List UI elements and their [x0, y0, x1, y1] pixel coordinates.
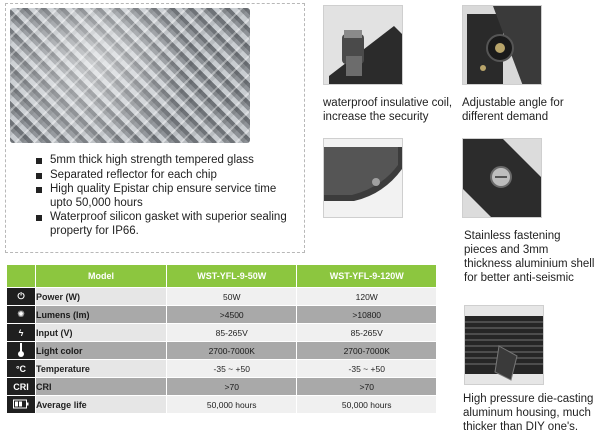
table-row — [7, 324, 437, 341]
row-value-50w: 85-265V — [167, 324, 297, 341]
row-value-50w: 50W — [167, 288, 297, 305]
feature-item: Waterproof silicon gasket with superior sealing property for IP66. — [36, 211, 296, 238]
fastening-caption: Stainless fastening pieces and 3mm thickness aluminium shell for better anti-seismic — [464, 230, 595, 284]
table-row — [7, 378, 437, 395]
model-120w-header: WST-YFL-9-120W — [297, 265, 437, 287]
row-value-120w: 50,000 hours — [297, 396, 437, 413]
row-label: Input (V) — [36, 324, 167, 341]
row-value-50w: -35 ~ +50 — [167, 360, 297, 377]
row-value-50w: >4500 — [167, 306, 297, 323]
housing-edge-photo — [323, 138, 403, 218]
temperature-icon: °C — [7, 360, 36, 377]
table-row — [7, 306, 437, 323]
feature-item: High quality Epistar chip ensure service time upto 50,000 hours — [36, 183, 296, 210]
housing-caption: High pressure die-casting aluminum housing, much thicker than DIY one's. — [463, 393, 594, 433]
feature-list — [36, 154, 296, 239]
spec-table — [7, 264, 437, 414]
model-header: Model — [36, 265, 167, 287]
table-row — [7, 288, 437, 305]
row-label: Average life — [36, 396, 167, 413]
row-value-50w: 50,000 hours — [167, 396, 297, 413]
row-label: Light color — [36, 342, 167, 359]
light-color-icon — [7, 342, 36, 359]
row-value-50w: 2700-7000K — [167, 342, 297, 359]
feature-item: Separated reflector for each chip — [36, 169, 296, 183]
table-row — [7, 342, 437, 359]
table-row — [7, 360, 437, 377]
table-row — [7, 396, 437, 413]
row-value-120w: >10800 — [297, 306, 437, 323]
row-value-120w: 2700-7000K — [297, 342, 437, 359]
row-label: Power (W) — [36, 288, 167, 305]
row-value-50w: >70 — [167, 378, 297, 395]
feature-item: 5mm thick high strength tempered glass — [36, 154, 296, 168]
input-voltage-icon: ϟ — [7, 324, 36, 341]
heatsink-photo — [464, 305, 544, 385]
cri-icon: CRI — [7, 378, 36, 395]
row-value-120w: 120W — [297, 288, 437, 305]
angle-caption: Adjustable angle for different demand — [462, 97, 564, 123]
fastening-screw-photo — [462, 138, 542, 218]
battery-life-icon — [7, 396, 36, 413]
row-value-120w: -35 ~ +50 — [297, 360, 437, 377]
row-label: CRI — [36, 378, 167, 395]
model-50w-header: WST-YFL-9-50W — [167, 265, 297, 287]
power-icon: ⏻ — [7, 288, 36, 305]
coil-caption: waterproof insulative coil, increase the security — [323, 97, 453, 123]
row-value-120w: >70 — [297, 378, 437, 395]
row-label: Temperature — [36, 360, 167, 377]
icon-header — [7, 265, 36, 287]
reflector-array-photo — [10, 8, 250, 143]
row-value-120w: 85-265V — [297, 324, 437, 341]
angle-knob-photo — [462, 5, 542, 85]
lumens-icon: ✺ — [7, 306, 36, 323]
row-label: Lumens (lm) — [36, 306, 167, 323]
table-header — [7, 265, 437, 287]
feature-panel — [5, 3, 305, 253]
cable-gland-photo — [323, 5, 403, 85]
